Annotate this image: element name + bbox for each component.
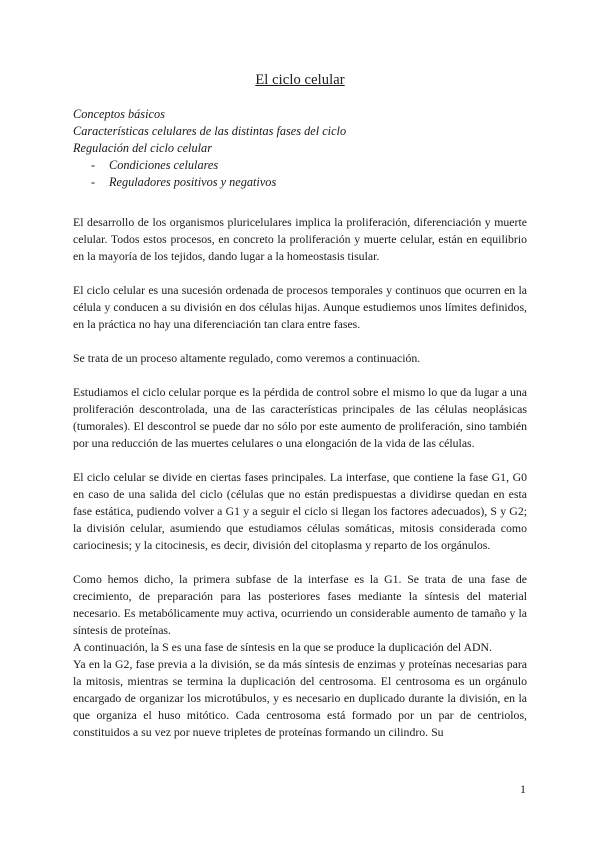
paragraph-s: A continuación, la S es una fase de síntesis en la que se produce la duplicación del ADN. xyxy=(73,640,493,654)
document-body xyxy=(73,214,527,741)
paragraph-g2: Ya en la G2, fase previa a la división, se da más síntesis de enzimas y proteínas necesarias para la mitosis, mientras se termina la duplicación del centrosoma. El centrosoma es un orgánulo encargado de organizar los microtúbulos, y es necesario en duplicado durante la división, en la que organiza el huso mitótico. Cada centrosoma está formado por un par de centriolos, constituidos a su vez por nueve tripletes de proteínas formando un cilindro. Su xyxy=(73,657,527,739)
paragraph-fases: El ciclo celular se divide en ciertas fases principales. La interfase, que contiene la fase G1, G0 en caso de una salida del ciclo (células que no están predispuestas a dividirse quedan en esta fase estática, pudiendo volver a G1 y a seguir el ciclo si llegan los factores adecuados), S y G2; la división celular, asumiendo que estudiamos células somáticas, mitosis considerada como cariocinesis; y la citocinesis, es decir, división del citoplasma y reparto de los orgánulos. xyxy=(73,470,527,552)
table-of-contents xyxy=(73,106,533,191)
paragraph-ciclo-definicion: El ciclo celular es una sucesión ordenada de procesos temporales y continuos que ocurren en la célula y conducen a su división en dos células hijas. Aunque estudiemos unos límites definidos, en la práctica no hay una diferenciación tan clara entre fases. xyxy=(73,283,527,331)
paragraph-g1: Como hemos dicho, la primera subfase de la interfase es la G1. Se trata de una fase de crecimiento, de preparación para las posteriores fases mediante la síntesis del material necesario. Es metabólicamente muy activa, ocurriendo un considerable aumento de tamaño y la síntesis de proteínas. xyxy=(73,572,527,637)
document-title: El ciclo celular xyxy=(255,72,345,88)
toc-bullet: - xyxy=(91,175,96,189)
toc-subitem-reguladores xyxy=(73,174,533,191)
toc-item-conceptos: Conceptos básicos xyxy=(73,107,165,121)
toc-subitem-label: Reguladores positivos y negativos xyxy=(109,175,277,189)
paragraph-desarrollo: El desarrollo de los organismos pluricelulares implica la proliferación, diferenciación y muerte celular. Todos estos procesos, en concreto la proliferación y muerte celular, están en equilibrio en la mayoría de los tejidos, dando lugar a la homeostasis tisular. xyxy=(73,215,527,263)
paragraph-estudiamos: Estudiamos el ciclo celular porque es la pérdida de control sobre el mismo lo que da lugar a una proliferación descontrolada, una de las características principales de las células neoplásicas (tumorales). El descontrol se puede dar no sólo por este aumento de proliferación, sino también por una reducción de las muertes celulares o una elongación de la vida de las células. xyxy=(73,385,527,450)
toc-item-regulacion: Regulación del ciclo celular xyxy=(73,141,212,155)
page-number: 1 xyxy=(520,782,526,796)
toc-subitem-condiciones xyxy=(73,157,533,174)
toc-item-caracteristicas: Características celulares de las distintas fases del ciclo xyxy=(73,124,347,138)
toc-bullet: - xyxy=(91,158,96,172)
paragraph-regulado: Se trata de un proceso altamente regulado, como veremos a continuación. xyxy=(73,351,421,365)
toc-subitem-label: Condiciones celulares xyxy=(109,158,219,172)
